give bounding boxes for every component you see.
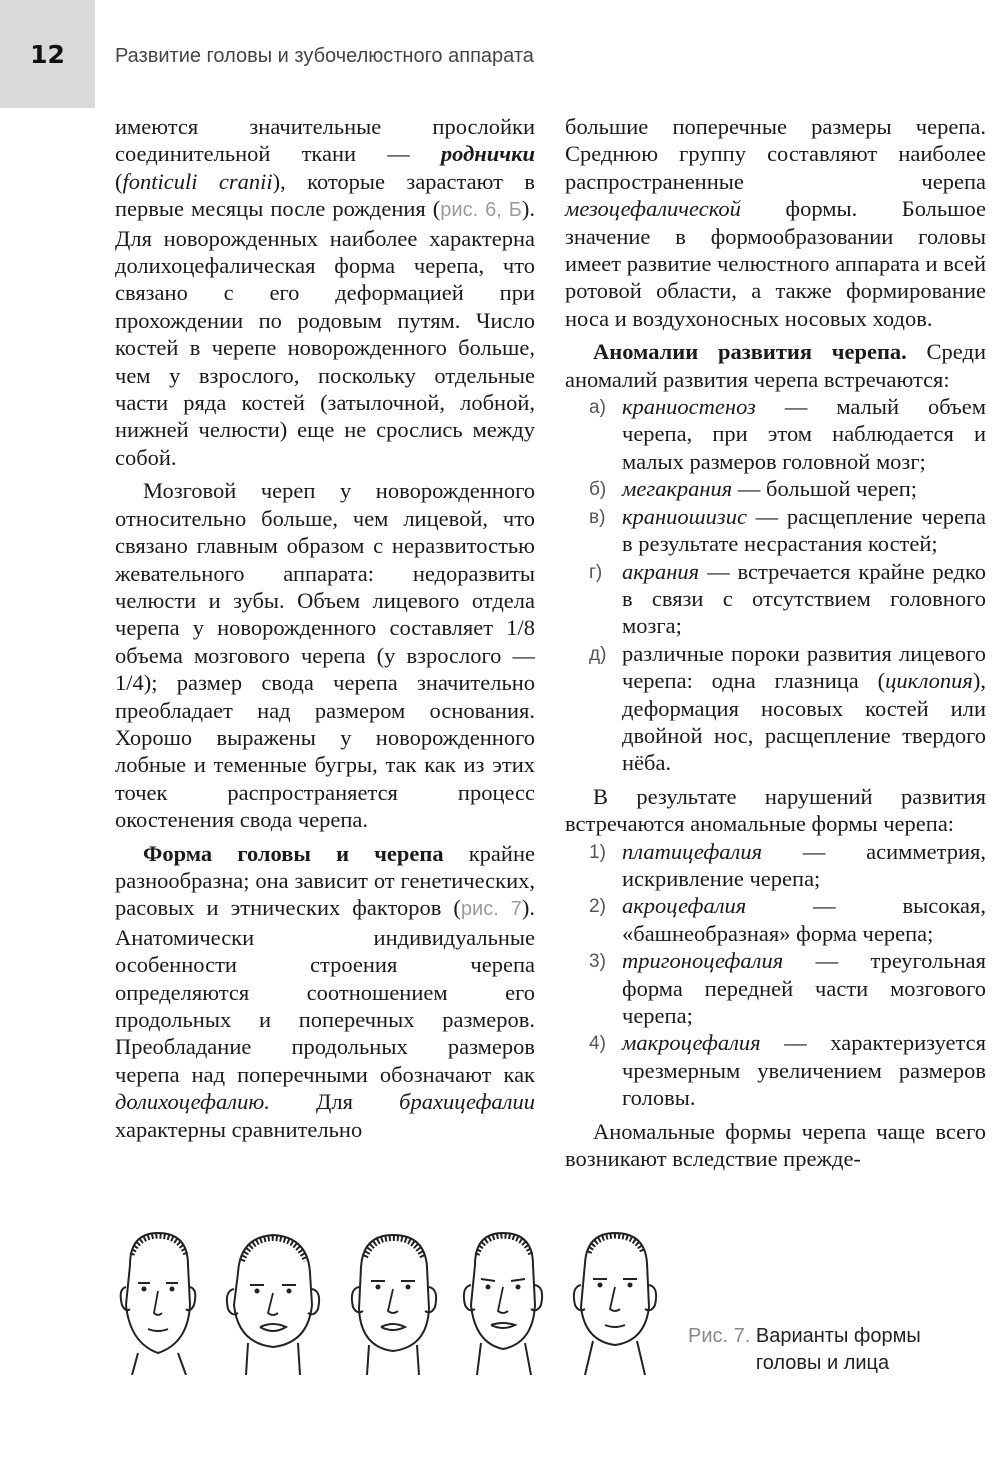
running-title: Развитие головы и зубочелюстного аппарата [115,45,534,67]
figure-caption [688,1323,941,1377]
list-item: г) акрания — встречается крайне редко в связи с отсутствием головного мозга; [589,558,986,639]
forms-list [565,838,986,1112]
list-item: 2) акроцефалия — высокая, «башнеобразная» форма черепа; [589,893,986,946]
head-drawing [563,1225,668,1375]
figure-caption-text: Варианты формы головы и лица [755,1325,921,1374]
fraction: 1/8 [506,615,535,641]
paragraph: имеются значительные прослойки соединительной ткани — роднички (fonticuli cranii), которые зарастают в первые месяцы после рождения (рис. 6, Б). Для новорожденных наиболее характерна долихоцефалическая форма черепа, что связано с его деформацией при прохождении по родовым путям. Число костей в черепе новорожденного больше, чем у взрослого, поскольку отдельные части ряда костей (затылочной, лобной, нижней челюсти) еще не срослись между собой. [115,114,535,470]
list-item: д) различные пороки развития лицевого черепа: одна глазница (циклопия), деформация носовых костей или двойной нос, расщепление твердого нёба. [589,640,986,776]
paragraph: В результате нарушений развития встречаются аномальные формы черепа: [565,783,986,837]
paragraph: Аномальные формы черепа чаще всего возникают вследствие преждe- [565,1118,986,1172]
paragraph: Мозговой череп у новорожденного относительно больше, чем лицевой, что связано главным образом с неразвитостью жевательного аппарата: недоразвиты челюсти и зубы. Объем лицевого отдела черепа у новорожденного составляет 1/8 объема мозгового черепа (у взрослого — 1/4); размер свода черепа значительно преобладает над размером основания. Хорошо выражены у новорожденного лобные и теменные бугры, так как из этих точек распространяется процесс окостенения свода черепа. [115,478,535,833]
head-drawing [218,1225,328,1375]
list-item: б) мегакрания — большой череп; [589,476,917,502]
list-item: 3) тригоноцефалия — треугольная форма передней части мозгового черепа; [589,948,986,1028]
right-column [565,113,986,1172]
head-drawing [108,1225,208,1375]
fraction: 1/4 [115,670,144,696]
figure-label: Рис. 7. [688,1325,751,1347]
list-item: а) краниостеноз — малый объем черепа, при этом наблюдается и малых размеров головной мозг; [589,394,986,474]
head-drawing [343,1225,443,1375]
head-drawing [453,1225,553,1375]
figure-heads [108,1225,678,1380]
page-number: 12 [30,40,65,69]
figure-reference[interactable]: рис. 6, Б [440,199,522,222]
list-item: 4) макроцефалия — характеризуется чрезмерным увеличением размеров головы. [589,1030,986,1111]
anomalies-list [565,393,986,777]
figure-reference[interactable]: рис. 7 [460,898,522,921]
paragraph: Форма головы и черепа крайне разнообразна; она зависит от генетических, расовых и этнических факторов (рис. 7). Анатомически индивидуальные особенности строения черепа определяются соотношением его продольных и поперечных размеров. Преобладание продольных размеров черепа над поперечными обозначают как долихоцефалию. Для брахицефалии характерны сравнительно [115,840,535,1142]
list-item: 1) платицефалия — асимметрия, искривление черепа; [589,838,986,891]
paragraph: большие поперечные размеры черепа. Среднюю группу составляют наиболее распространенные черепа мезоцефалической формы. Большое значение в формообразовании головы имеет развитие челюстного аппарата и всей ротовой области, а также формирование носа и воздухоносных носовых ходов. [565,114,986,331]
paragraph: Аномалии развития черепа. Среди аномалий развития черепа встречаются: [565,339,986,392]
list-item: в) краниошизис — расщепление черепа в результате несрастания костей; [589,503,986,557]
left-column [115,113,535,1143]
